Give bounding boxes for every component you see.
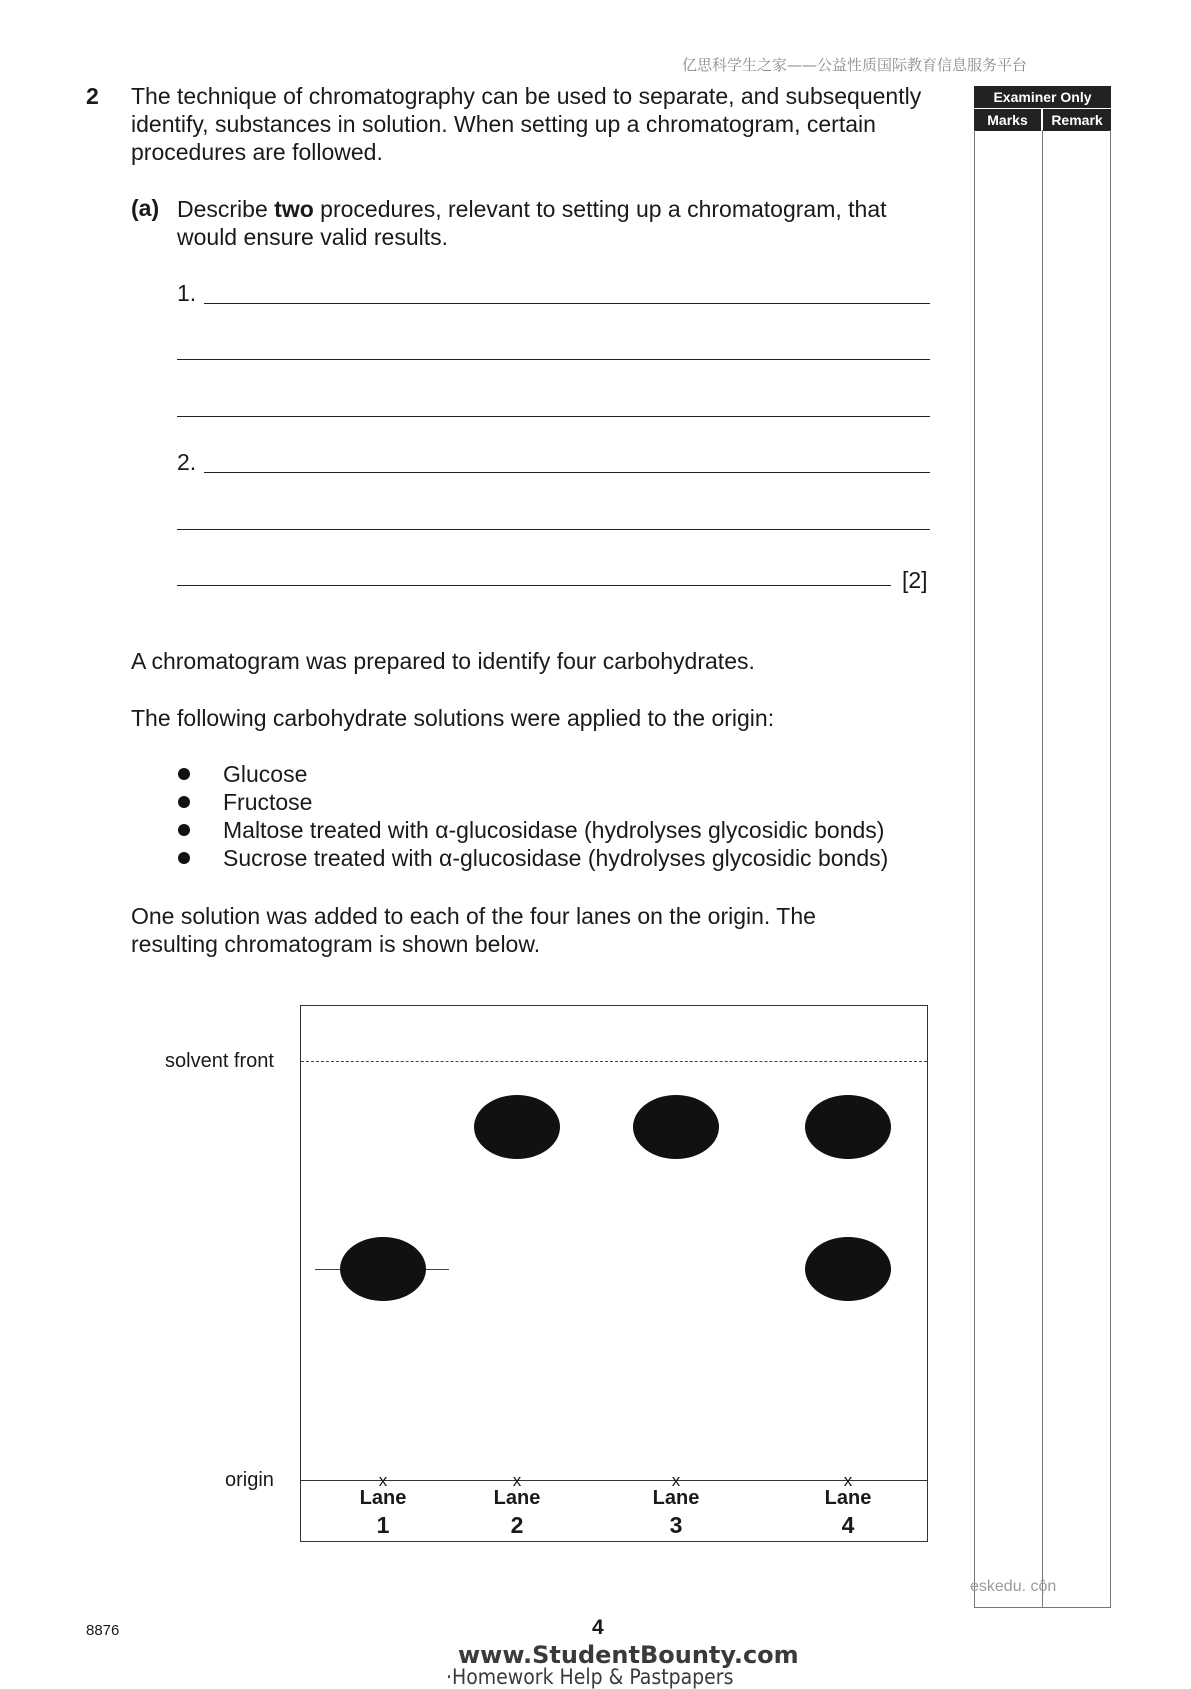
bullet-icon: [178, 796, 190, 808]
corner-watermark: eskedu. cộn: [970, 1578, 1057, 1595]
list-item: Glucose: [178, 760, 978, 788]
solvent-front-line: [301, 1061, 927, 1062]
origin-line: [301, 1480, 927, 1481]
solution-list: [178, 760, 978, 872]
question-intro: The technique of chromatography can be used to separate, and subsequently identify, substances in solution. When setting up a chromatogram, certain procedures are followed.: [131, 83, 922, 165]
bullet-icon: [178, 768, 190, 780]
context-text-1: A chromatogram was prepared to identify four carbohydrates.: [131, 648, 755, 674]
marks-column-left-border: [974, 130, 975, 1607]
answer-number-1: 1.: [177, 280, 197, 306]
marks-column-header: Marks: [974, 109, 1041, 131]
origin-label: origin: [225, 1469, 274, 1491]
context-text-2: The following carbohydrate solutions were applied to the origin:: [131, 705, 775, 731]
studentbounty-tagline: ·Homework Help & Pastpapers: [446, 1665, 734, 1689]
paper-code: 8876: [86, 1622, 120, 1639]
question-number: 2: [86, 83, 99, 109]
header-watermark: 亿思科学生之家——公益性质国际教育信息服务平台: [682, 56, 1028, 74]
origin-mark: x: [512, 1471, 522, 1490]
remark-column-header: Remark: [1043, 109, 1111, 131]
answer-line[interactable]: [177, 585, 891, 586]
list-item: Fructose: [178, 788, 978, 816]
spot-lane-2-upper: [474, 1095, 560, 1159]
chromatogram: [300, 1005, 928, 1542]
origin-mark: x: [378, 1471, 388, 1490]
spot-lane-4-upper: [805, 1095, 891, 1159]
examiner-only-panel: [974, 86, 1111, 131]
part-a-text: Describe two procedures, relevant to setting up a chromatogram, that would ensure valid results.: [177, 196, 887, 250]
examiner-column-bottom: [974, 1607, 1111, 1608]
spot-lane-3-upper: [633, 1095, 719, 1159]
solvent-front-label: solvent front: [165, 1050, 274, 1072]
list-item: Maltose treated with α-glucosidase (hydrolyses glycosidic bonds): [178, 816, 978, 844]
remark-column-right-border: [1110, 130, 1111, 1607]
list-item: Sucrose treated with α-glucosidase (hydrolyses glycosidic bonds): [178, 844, 978, 872]
page-number: 4: [592, 1616, 604, 1639]
answer-line[interactable]: [204, 472, 930, 473]
answer-line[interactable]: [177, 416, 930, 417]
origin-mark: x: [843, 1471, 853, 1490]
spot-lane-4-lower: [805, 1237, 891, 1301]
bullet-icon: [178, 852, 190, 864]
part-a-label: (a): [131, 195, 160, 221]
studentbounty-site-link[interactable]: www.StudentBounty.com: [458, 1641, 799, 1669]
origin-mark: x: [671, 1471, 681, 1490]
lane-label-2: Lane 2: [493, 1487, 541, 1538]
answer-number-2: 2.: [177, 449, 197, 475]
lane-label-4: Lane 4: [824, 1487, 872, 1538]
spot-lane-1-lower: [340, 1237, 426, 1301]
bullet-icon: [178, 824, 190, 836]
lane-label-3: Lane 3: [652, 1487, 700, 1538]
context-text-3: One solution was added to each of the four lanes on the origin. The resulting chromatogram is shown below.: [131, 903, 816, 957]
answer-line[interactable]: [177, 529, 930, 530]
answer-line[interactable]: [204, 303, 930, 304]
lane-label-1: Lane 1: [359, 1487, 407, 1538]
examiner-only-title: Examiner Only: [974, 86, 1111, 108]
marks-remark-divider: [1042, 130, 1043, 1607]
answer-line[interactable]: [177, 359, 930, 360]
marks-allocation: [2]: [902, 567, 928, 593]
